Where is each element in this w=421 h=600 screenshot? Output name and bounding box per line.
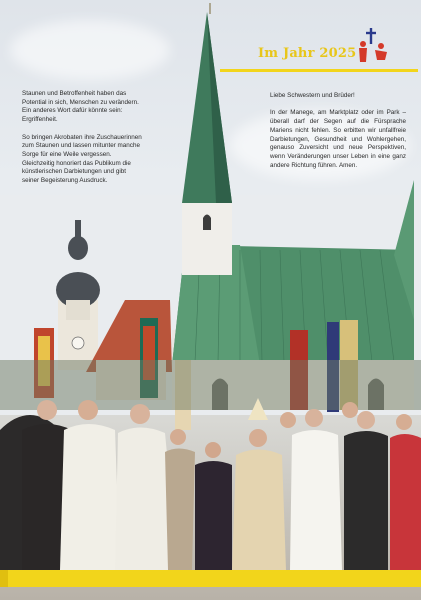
title-underline bbox=[220, 69, 418, 72]
trees-background bbox=[0, 360, 421, 410]
figures-with-cross-logo bbox=[355, 26, 395, 66]
church-tower bbox=[182, 3, 232, 275]
right-text-column bbox=[270, 92, 406, 179]
crowd bbox=[0, 398, 421, 570]
footer-bar bbox=[0, 570, 421, 587]
paragraph: So bringen Akrobaten ihre Zuschauerinnen zum Staunen und lassen mitunter manche Sorge für eine Weile vergessen. Gleichzeitig honoriert das Publikum die künstlerischen Darbietungen und gibt seiner Begeisterung Ausdruck. bbox=[22, 133, 142, 185]
left-text-column bbox=[22, 90, 142, 194]
cross-icon bbox=[355, 26, 395, 66]
page-title: Im Jahr 2025 bbox=[258, 46, 357, 61]
footer-bar-edge bbox=[0, 570, 8, 587]
paragraph: Staunen und Betroffenheit haben das Potential in sich, Menschen zu verändern. Ein anderes Wort dafür könnte sein: Ergriffenheit. bbox=[22, 90, 139, 124]
greeting: Liebe Schwestern und Brüder! bbox=[270, 92, 355, 99]
paragraph: In der Manege, am Marktplatz oder im Park – überall darf der Segen auf die Fürsprache Mariens nicht fehlen. So erbitten wir unfallfreie Darbietungen, Gesundheit und Wohlergehen, genauso Zuversicht und neue Perspektiven, wenn Veränderungen unser Leben in eine ganz andere Richtung führen. Amen. bbox=[270, 109, 406, 169]
